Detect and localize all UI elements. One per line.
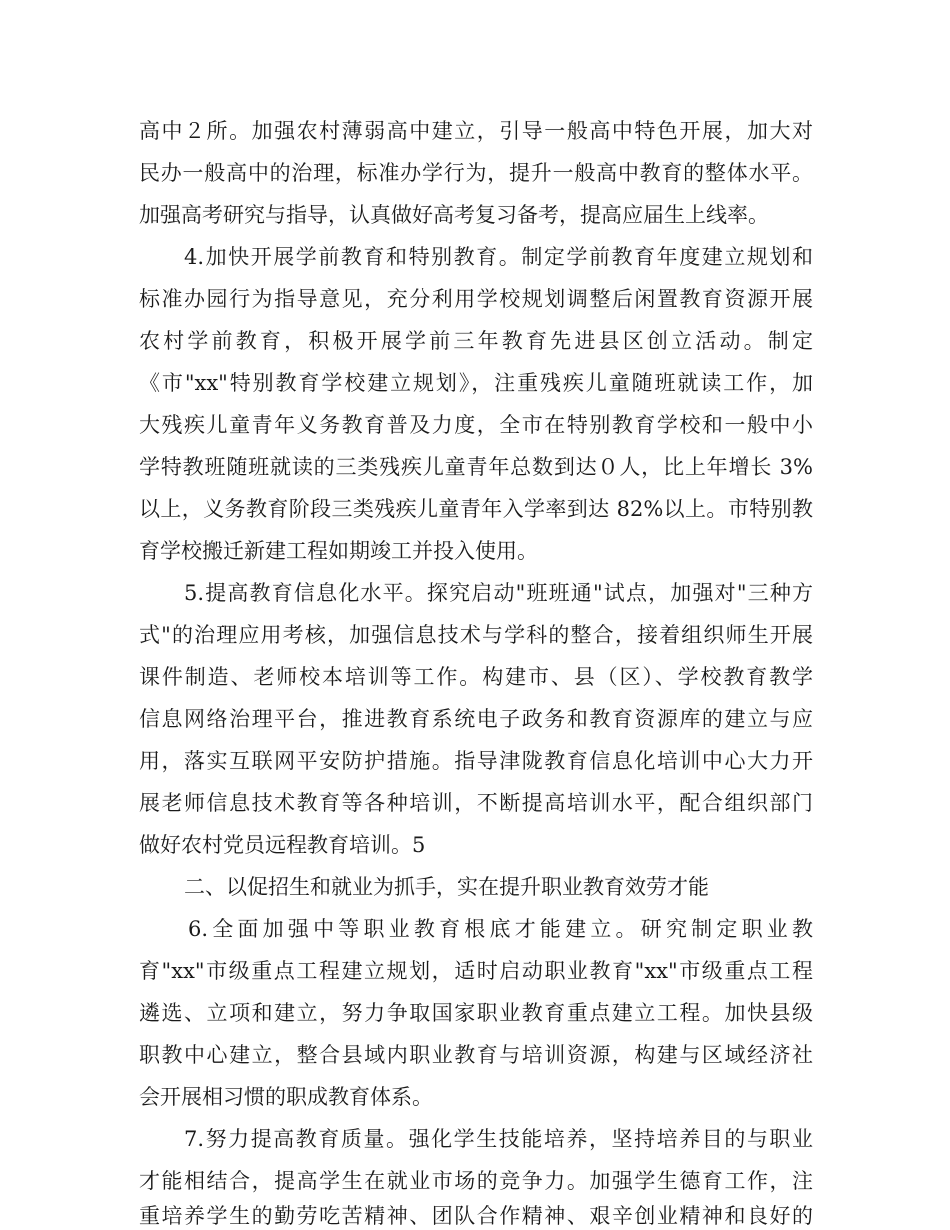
paragraph-start-line: 7.努力提高教育质量。强化学生技能培养，坚持培养目的与职业 (184, 1127, 813, 1151)
text-line: 《市"xx"特别教育学校建立规划》，注重残疾儿童随班就读工作，加 (139, 371, 813, 395)
text-line: 展老师信息技术教育等各种培训，不断提高培训水平，配合组织部门 (139, 791, 813, 815)
text-line: 式"的治理应用考核，加强信息技术与学科的整合，接着组织师生开展 (139, 623, 813, 647)
paragraph-start-line: 6.全面加强中等职业教育根底才能建立。研究制定职业教 (188, 917, 813, 941)
text-line: 农村学前教育，积极开展学前三年教育先进县区创立活动。制定 (139, 329, 813, 353)
text-line: 课件制造、老师校本培训等工作。构建市、县（区）、学校教育教学 (139, 665, 813, 689)
text-line: 学特教班随班就读的三类残疾儿童青年总数到达０人，比上年增长 3% (139, 455, 813, 479)
text-line: 民办一般高中的治理，标准办学行为，提升一般高中教育的整体水平。 (139, 161, 813, 185)
text-line: 加强高考研究与指导，认真做好高考复习备考，提高应届生上线率。 (139, 203, 769, 227)
paragraph-start-line: 4.加快开展学前教育和特别教育。制定学前教育年度建立规划和 (184, 245, 813, 269)
text-line: 以上，义务教育阶段三类残疾儿童青年入学率到达 82%以上。市特别教 (139, 497, 813, 521)
text-line: 职教中心建立，整合县域内职业教育与培训资源，构建与区域经济社 (139, 1043, 813, 1067)
text-line: 做好农村党员远程教育培训。5 (139, 833, 426, 857)
text-line: 标准办园行为指导意见，充分利用学校规划调整后闲置教育资源开展 (139, 287, 813, 311)
text-line: 育"xx"市级重点工程建立规划，适时启动职业教育"xx"市级重点工程 (139, 959, 813, 983)
text-line: 育学校搬迁新建工程如期竣工并投入使用。 (139, 539, 538, 563)
text-line: 用，落实互联网平安防护措施。指导津陇教育信息化培训中心大力开 (139, 749, 813, 773)
text-line: 会开展相习惯的职成教育体系。 (139, 1085, 433, 1109)
section-heading: 二、以促招生和就业为抓手，实在提升职业教育效劳才能 (184, 875, 709, 899)
text-line: 才能相结合，提高学生在就业市场的竞争力。加强学生德育工作，注 (139, 1169, 813, 1193)
text-line: 重培养学生的勤劳吃苦精神、团队合作精神、艰辛创业精神和良好的 (139, 1204, 813, 1228)
text-line: 信息网络治理平台，推进教育系统电子政务和教育资源库的建立与应 (139, 707, 813, 731)
paragraph-start-line: 5.提高教育信息化水平。探究启动"班班通"试点，加强对"三种方 (184, 581, 813, 605)
text-line: 高中２所。加强农村薄弱高中建立，引导一般高中特色开展，加大对 (139, 119, 813, 143)
text-line: 遴选、立项和建立，努力争取国家职业教育重点建立工程。加快县级 (139, 1001, 813, 1025)
text-line: 大残疾儿童青年义务教育普及力度，全市在特别教育学校和一般中小 (139, 413, 813, 437)
